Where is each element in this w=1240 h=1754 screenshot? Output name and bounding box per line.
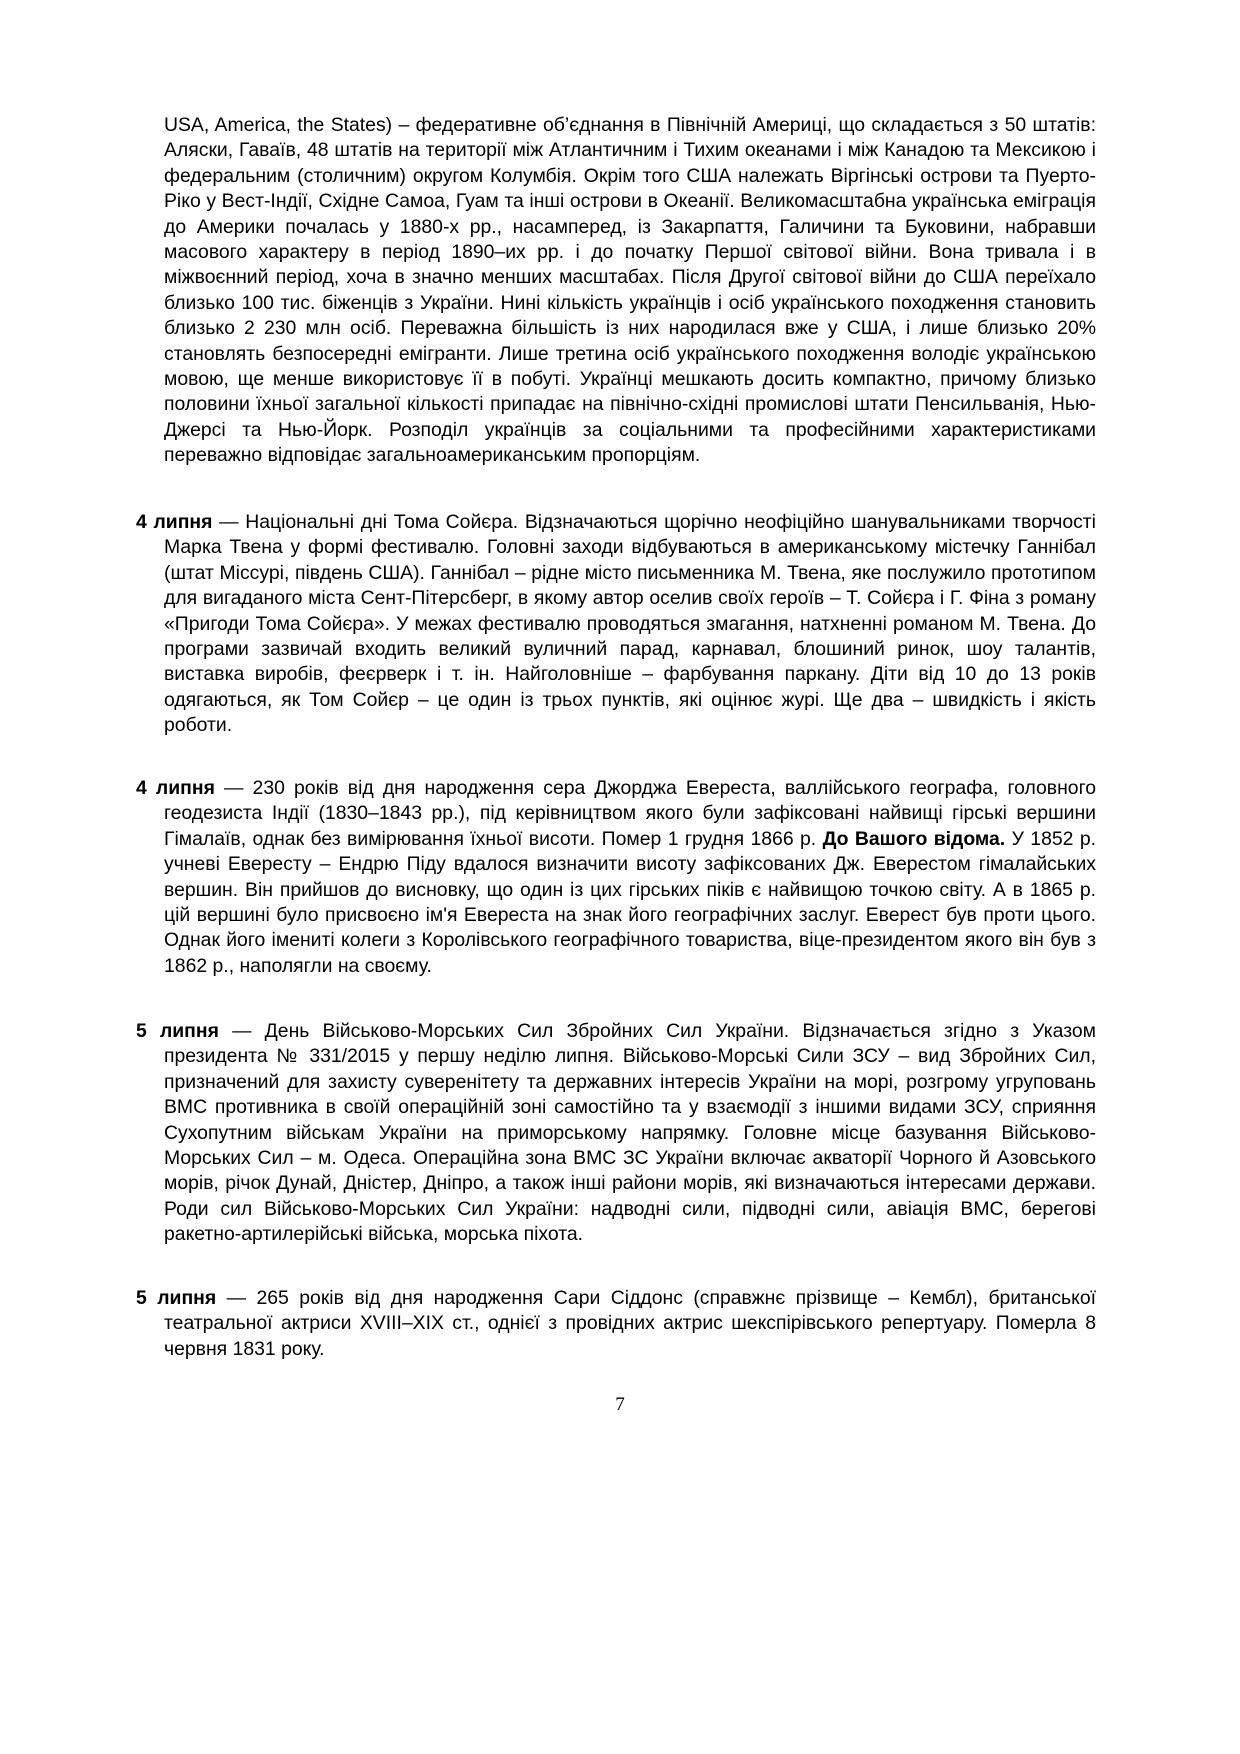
calendar-entry-sarah-siddons [136,1286,1096,1362]
entry-text: Національні дні Тома Сойєра. Відзначаються щорічно неофіційно шанувальниками творчості Марка Твена у формі фестивалю. Головні заходи відбуваються в американському містечку Ганнібал (штат Міссурі, південь США). Ганнібал – рідне місто письменника М. Твена, яке послужило прототипом для вигаданого міста Сент-Пітерсберг, в якому автор оселив своїх героїв – Т. Сойєра і Г. Фіна з роману «Пригоди Тома Сойєра». У межах фестивалю проводяться змагання, натхненні романом М. Твена. До програми зазвичай входить великий вуличний парад, карнавал, блошиний ринок, шоу талантів, виставка виробів, феєрверк і т. ін. Найголовніше – фарбування паркану. Діти від 10 до 13 років одягаються, як Том Сойєр – це один із трьох пунктів, які оцінює журі. Ще два – швидкість і якість роботи. [164,511,1096,737]
page-number: 7 [615,1394,625,1415]
entry-text: 265 років від дня народження Сари Сіддонс (справжнє прізвище – Кембл), британської театральної актриси XVIII–XIX ст., однієї з провідних актрис шекспірівського репертуару. Померла 8 червня 1831 року. [164,1287,1096,1360]
entry-date: 5 липня [136,1287,217,1309]
entry-separator: — [216,1287,257,1309]
calendar-entry-usa-continued [136,113,1096,469]
entry-text: 230 років від дня народження сера Джорджа Евереста, валлійського географа, головного геодезиста Індії (1830–1843 рр.), під керівництвом якого були зафіксовані найвищі гірські вершини Гімалаїв, однак без вимірювання їхньої висоти. Помер 1 грудня 1866 р. [164,777,1096,850]
entry-text-continued: У 1852 р. учневі Евересту – Ендрю Піду вдалося визначити висоту зафіксованих Дж. Еверестом гімалайських вершин. Він прийшов до висновку, що один із цих гірських піків є найвищою точкою світу. А в 1865 р. цій вершині було присвоєно ім'я Евереста на знак його географічних заслуг. Еверест був проти цього. Однак його імениті колеги з Королівського географічного товариства, віце-президентом якого він був з 1862 р., наполягли на своєму. [164,827,1096,977]
entry-note-label: До Вашого відома. [822,827,1006,850]
calendar-entry-tom-sawyer-days [136,510,1096,739]
entry-separator: — [212,511,246,533]
entry-text: USA, America, the States) – федеративне об’єднання в Північній Америці, що складається з 50 штатів: Аляски, Гаваїв, 48 штатів на території між Атлантичним і Тихим океанами і між Канадою та Мексикою і федеральним (столичним) округом Колумбія. Окрім того США належать Віргінські острови та Пуерто-Ріко у Вест-Індії, Східне Самоа, Гуам та інші острови в Океанії. Великомасштабна українська еміграція до Америки почалась у 1880-х рр., насамперед, із Закарпаття, Галичини та Буковини, набравши масового характеру в період 1890–их рр. і до початку Першої світової війни. Вона тривала і в міжвоєнний період, хоча в значно менших масштабах. Після Другої світової війни до США переїхало близько 100 тис. біженців з України. Нині кількість українців і осіб українського походження становить близько 2 230 млн осіб. Переважна більшість із них народилася вже у США, і лише близько 20% становлять безпосередні емігранти. Лише третина осіб українського походження володіє українською мовою, ще менше використовує її в побуті. Українці мешкають досить компактно, причому близько половини їхньої загальної кількості припадає на північно-східні промислові штати Пенсильванія, Нью-Джерсі та Нью-Йорк. Розподіл українців за соціальними та професійними характеристиками переважно відповідає загальноамериканським пропорціям. [164,114,1096,467]
entry-date: 5 липня [136,1020,219,1042]
entry-date: 4 липня [136,511,213,533]
entry-separator: — [214,777,253,799]
entry-text: День Військово-Морських Сил Збройних Сил України. Відзначається згідно з Указом президента № 331/2015 у першу неділю липня. Військово-Морські Сили ЗСУ – вид Збройних Сил, призначений для захисту суверенітету та державних інтересів України на морі, розгрому угруповань ВМС противника в своїй операційній зоні самостійно та у взаємодії з іншими видами ЗСУ, сприяння Сухопутним військам України на приморському напрямку. Головне місце базування Військово-Морських Сил – м. Одеса. Операційна зона ВМС ЗС України включає акваторії Чорного й Азовського морів, річок Дунай, Дністер, Дніпро, а також інші райони морів, які визначаються інтересами держави. Роди сил Військово-Морських Сил України: надводні сили, підводні сили, авіація ВМС, берегові ракетно-артилерійські війська, морська піхота. [164,1020,1096,1246]
calendar-entry-everest [136,776,1096,979]
entry-date: 4 липня [136,777,215,799]
entry-separator: — [218,1020,265,1042]
calendar-entry-navy-day [136,1019,1096,1248]
